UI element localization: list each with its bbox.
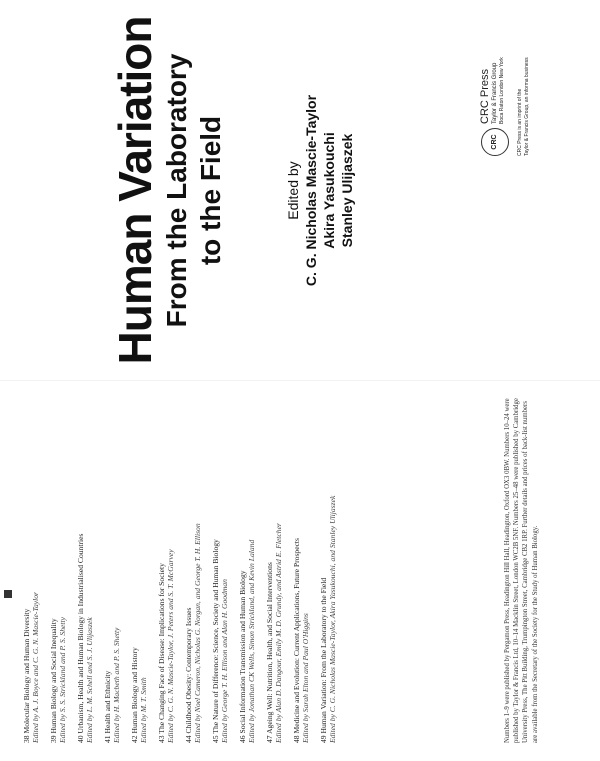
series-entry-editors: Edited by C. G. Nicholas Mascie-Taylor, Akira Yasukouchi, and Stanley Ulijaszek	[328, 495, 338, 743]
scan-edge-mark	[4, 590, 12, 598]
series-entry-title: 46 Social Information Transmission and Human Biology	[237, 570, 247, 743]
series-entry-editors: Edited by Sarah Elton and Paul O'Higgins	[301, 613, 311, 743]
series-entry	[292, 403, 311, 743]
series-entry	[157, 403, 176, 743]
publisher-name: CRC Press	[479, 68, 491, 124]
series-entry	[211, 403, 230, 743]
series-entry	[265, 403, 284, 743]
series-entry-title: 39 Human Biology and Social Inequality	[48, 618, 58, 743]
series-entry-title: 43 The Changing Face of Disease: Implications for Society	[156, 563, 166, 743]
crc-logo-icon: CRC	[481, 128, 509, 156]
book-title	[109, 0, 227, 381]
series-entry-title: 49 Human Variation: From the Laboratory to the Field	[318, 577, 328, 743]
series-entry	[76, 403, 95, 743]
series-entry	[184, 403, 203, 743]
series-entry-editors: Edited by Noel Cameron, Nicholas G. Norgan, and George T. H. Ellison	[193, 523, 203, 743]
publisher-group: Taylor & Francis Group	[492, 62, 498, 124]
series-entry-editors: Edited by C. G. N. Mascie-Taylor, J. Peters and S. T. McGarvey	[166, 549, 176, 743]
series-entry	[22, 403, 41, 743]
series-entry	[238, 403, 257, 743]
title-sub-line-1: From the Laboratory	[161, 53, 192, 328]
series-entry	[319, 403, 338, 743]
edited-by-label: Edited by	[285, 161, 301, 220]
series-entry-editors: Edited by M. T. Smith	[139, 677, 149, 743]
publisher-cities: Boca Raton London New York	[499, 57, 505, 124]
editor-name: C. G. Nicholas Mascie-Taylor	[303, 94, 319, 287]
series-list-page	[0, 381, 600, 761]
series-entry-title: 44 Childhood Obesity: Contemporary Issues	[183, 607, 193, 743]
publisher-imprint-line-1: CRC Press is an imprint of the	[517, 88, 523, 156]
title-main: Human Variation	[109, 16, 161, 365]
series-entry-editors: Edited by Jonathan CK Wells, Simon Strickland, and Kevin Laland	[247, 539, 257, 743]
series-entry	[103, 403, 122, 743]
series-entry-editors: Edited by Alan D. Dangour, Emily M. D. Grundy, and Astrid E. Fletcher	[274, 523, 284, 743]
series-entry-title: 47 Ageing Well: Nutrition, Health, and Social Interventions	[264, 562, 274, 743]
publisher-history-note: Numbers 1–9 were published by Pergamon Press, Headington Hill Hall, Headington, Oxford OX3 0BW. Numbers 10–24 were published by Taylor & Francis Ltd, 10–14 Macklin Street, London WC2B 5NF. Numbers 25–48 were published by Cambridge University Press, The Pitt Building, Trumpington Street, Cambridge CB2 1RP. Further details and prices of back-list numbers are available from the Secretary of the Society for the Study of Human Biology.	[504, 398, 539, 743]
title-sub-line-2: to the Field	[194, 115, 226, 266]
series-entry-title: 41 Health and Ethnicity	[102, 670, 112, 743]
editor-name: Stanley Ulijaszek	[339, 133, 356, 248]
publisher-imprint-line-2: Taylor & Francis Group, an informa business	[524, 57, 530, 156]
editors-block	[285, 0, 357, 381]
series-list	[22, 403, 346, 743]
series-entry-editors: Edited by A. J. Boyce and C. G. N. Mascie-Taylor	[31, 591, 41, 743]
series-entry-title: 48 Medicine and Evolution: Current Applications, Future Prospects	[291, 537, 301, 743]
series-entry-editors: Edited by George T. H. Ellison and Alan H. Goodman	[220, 579, 230, 743]
series-entry	[49, 403, 68, 743]
series-entry-editors: Edited by L. M. Schell and S. J. Ulijaszek	[85, 617, 95, 743]
series-entry-title: 45 The Nature of Difference: Science, Society and Human Biology	[210, 539, 220, 743]
series-entry-editors: Edited by S. S. Strickland and P. S. Shetty	[58, 617, 68, 743]
editor-name: Akira Yasukouchi	[321, 132, 338, 249]
series-entry-title: 42 Human Biology and History	[129, 647, 139, 743]
series-entry-editors: Edited by H. Macbeth and P. S. Shetty	[112, 627, 122, 743]
series-entry	[130, 403, 149, 743]
series-entry-title: 40 Urbanism, Health and Human Biology in Industrialised Countries	[75, 533, 85, 743]
series-entry-title: 38 Molecular Biology and Human Diversity	[22, 608, 31, 743]
